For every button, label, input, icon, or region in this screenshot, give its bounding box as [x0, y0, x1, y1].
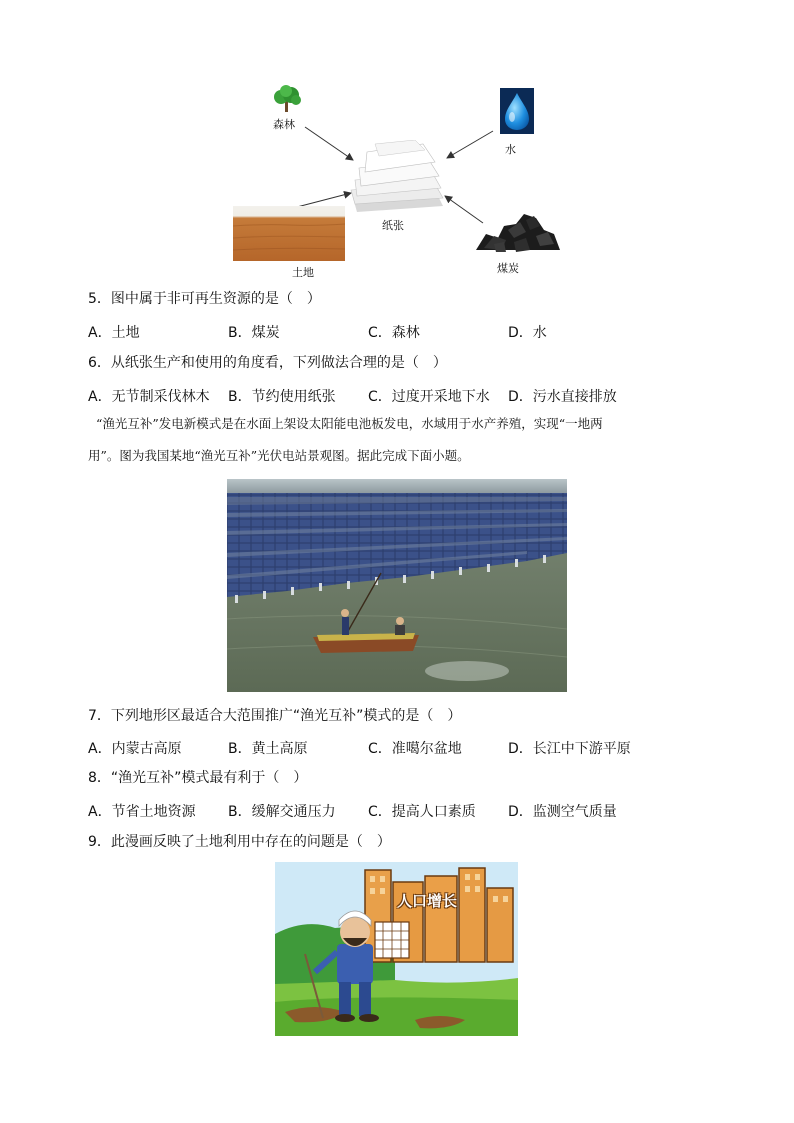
question-6-option-a[interactable]: A．无节制采伐林木 [88, 389, 210, 405]
land-photo [233, 206, 345, 261]
cartoon-sign-text: 人口增长 [397, 892, 458, 910]
question-7-option-c[interactable]: C．准噶尔盆地 [368, 741, 462, 757]
question-8-option-b[interactable]: B．缓解交通压力 [228, 804, 336, 820]
paper-stack-icon [345, 140, 448, 214]
land-label: 土地 [292, 266, 314, 279]
paper-label: 纸张 [382, 219, 404, 232]
coal-icon [474, 200, 562, 256]
question-6-stem: 6．从纸张生产和使用的角度看，下列做法合理的是（ ） [88, 355, 447, 371]
population-growth-cartoon [275, 862, 518, 1036]
question-5-option-c[interactable]: C．森林 [368, 325, 420, 341]
question-7-stem: 7．下列地形区最适合大范围推广“渔光互补”模式的是（ ） [88, 708, 462, 724]
water-drop-icon [500, 88, 534, 134]
question-8-option-c[interactable]: C．提高人口素质 [368, 804, 476, 820]
coal-label: 煤炭 [497, 262, 519, 275]
question-7-option-d[interactable]: D．长江中下游平原 [508, 741, 631, 757]
question-5-option-d[interactable]: D．水 [508, 325, 547, 341]
passage-line-2: 用”。图为我国某地“渔光互补”光伏电站景观图。据此完成下面小题。 [88, 448, 470, 463]
question-5-stem: 5．图中属于非可再生资源的是（ ） [88, 291, 321, 307]
question-8-option-d[interactable]: D．监测空气质量 [508, 804, 617, 820]
question-6-option-c[interactable]: C．过度开采地下水 [368, 389, 490, 405]
question-9-stem: 9．此漫画反映了土地利用中存在的问题是（ ） [88, 834, 391, 850]
forest-icon [271, 85, 303, 113]
question-5-option-b[interactable]: B．煤炭 [228, 325, 280, 341]
question-8-stem: 8．“渔光互补”模式最有利于（ ） [88, 770, 308, 786]
question-6-option-d[interactable]: D．污水直接排放 [508, 389, 617, 405]
forest-label: 森林 [273, 118, 295, 131]
water-label: 水 [505, 143, 516, 156]
passage-line-1: “渔光互补”发电新模式是在水面上架设太阳能电池板发电，水域用于水产养殖，实现“一地两 [96, 416, 603, 431]
question-7-option-a[interactable]: A．内蒙古高原 [88, 741, 182, 757]
question-6-option-b[interactable]: B．节约使用纸张 [228, 389, 336, 405]
solar-farm-photo [227, 479, 567, 692]
question-8-option-a[interactable]: A．节省土地资源 [88, 804, 196, 820]
question-5-option-a[interactable]: A．土地 [88, 325, 140, 341]
question-7-option-b[interactable]: B．黄土高原 [228, 741, 308, 757]
